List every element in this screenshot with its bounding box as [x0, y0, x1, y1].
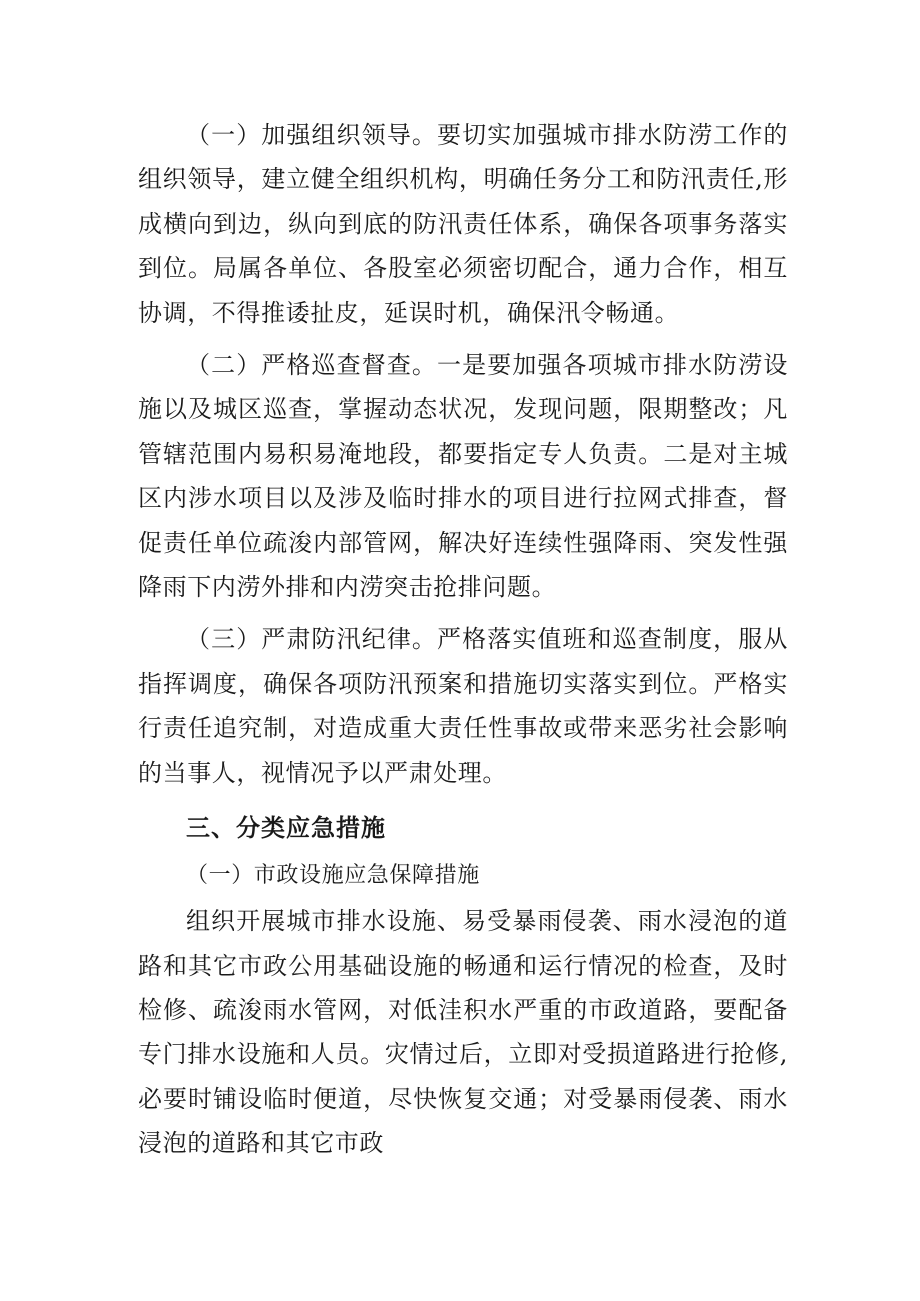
- paragraph-gap: [138, 335, 788, 343]
- paragraph-organization-leadership: （一）加强组织领导。要切实加强城市排水防涝工作的组织领导，建立健全组织机构，明确任务分工和防汛责任,形成横向到边，纵向到底的防汛责任体系，确保各项事务落实到位。局属各单位、各股室必须密切配合，通力合作，相互协调，不得推诿扯皮，延误时机，确保汛令畅通。: [138, 121, 788, 327]
- paragraph-municipal-facilities: 组织开展城市排水设施、易受暴雨侵袭、雨水浸泡的道路和其它市政公用基础设施的畅通和运行情况的检查，及时检修、疏浚雨水管网，对低洼积水严重的市政道路，要配备专门排水设施和人员。灾情过后，立即对受损道路进行抢修,必要时铺设临时便道，尽快恢复交通；对受暴雨侵袭、雨水浸泡的道路和其它市政: [138, 907, 788, 1158]
- section-heading: 三、分类应急措施: [186, 814, 386, 843]
- subsection-heading: （一）市政设施应急保障措施: [186, 863, 480, 889]
- paragraph-inspection-supervision: （二）严格巡查督查。一是要加强各项城市排水防涝设施以及城区巡查，掌握动态状况，发现问题，限期整改；凡管辖范围内易积易淹地段，都要指定专人负责。二是对主城区内涉水项目以及涉及临时排水的项目进行拉网式排查，督促责任单位疏浚内部管网，解决好连续性强降雨、突发性强降雨下内涝外排和内涝突击抢排问题。: [138, 351, 788, 602]
- paragraph-gap: [138, 609, 788, 617]
- paragraph-flood-discipline: （三）严肃防汛纪律。严格落实值班和巡查制度，服从指挥调度，确保各项防汛预案和措施切实落实到位。严格实行责任追究制，对造成重大责任性事故或带来恶劣社会影响的当事人，视情况予以严肃处理。: [138, 625, 788, 787]
